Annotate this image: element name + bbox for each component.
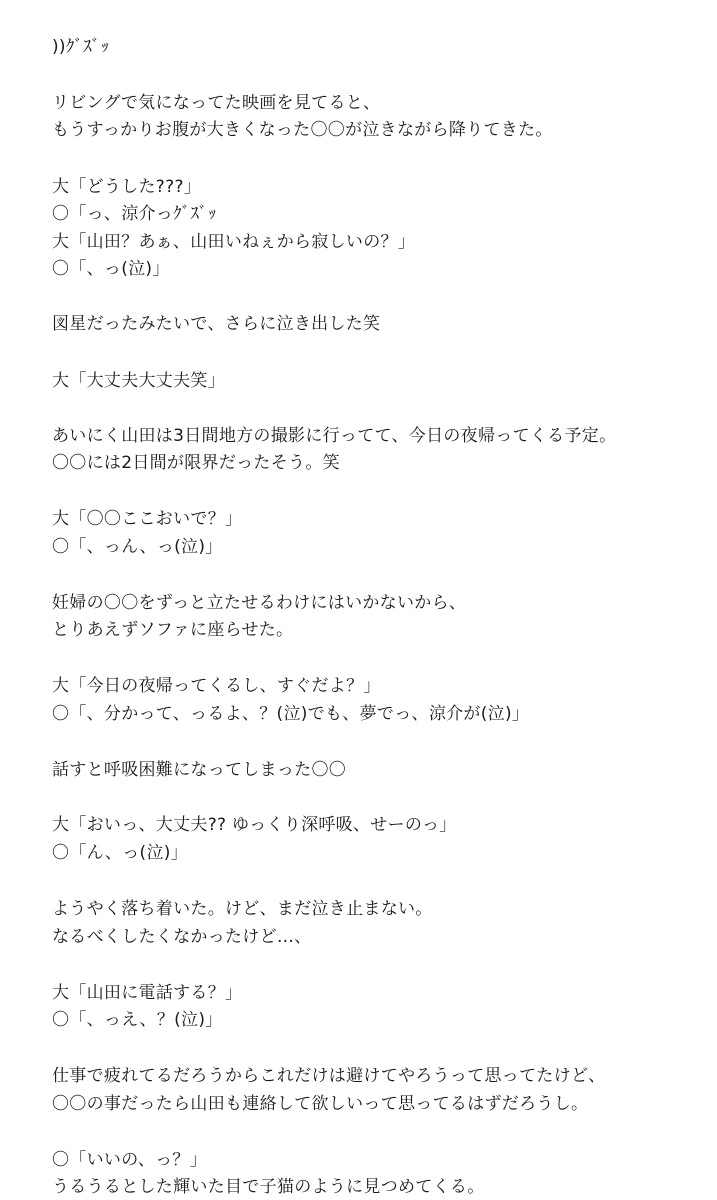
text-line: リビングで気になってた映画を見てると、 (52, 93, 381, 113)
text-line: 〇〇には2日間が限界だったそう。笑 (52, 453, 340, 473)
text-line: 〇「っ、涼介っｸﾞｽﾞｯ (52, 204, 217, 224)
text-line: 図星だったみたいで、さらに泣き出した笑 (52, 314, 381, 334)
text-line: なるべくしたくなかったけど…、 (52, 927, 312, 947)
text-line: 〇「、っん、っ(泣)」 (52, 537, 223, 557)
text-line: あいにく山田は3日間地方の撮影に行ってて、今日の夜帰ってくる予定。 (52, 426, 617, 446)
text-line: うるうるとした輝いた目で子猫のように見つめてくる。 (52, 1177, 485, 1197)
text-line: 大「おいっ、大丈夫?? ゆっくり深呼吸、せーのっ」 (52, 815, 457, 835)
text-line: ようやく落ち着いた。けど、まだ泣き止まない。 (52, 899, 433, 919)
text-line: とりあえずソファに座らせた。 (52, 620, 294, 640)
text-line: 大「山田？あぁ、山田いねぇから寂しいの？」 (52, 232, 416, 252)
text-line: 大「〇〇ここおいで？」 (52, 509, 243, 529)
text-line: もうすっかりお腹が大きくなった〇〇が泣きながら降りてきた。 (52, 120, 553, 140)
text-line: 話すと呼吸困難になってしまった〇〇 (52, 760, 347, 780)
text-line: 大「どうした???」 (52, 177, 202, 197)
text-line: ))ｸﾞｽﾞｯ (52, 37, 110, 57)
text-line: 大「山田に電話する？」 (52, 983, 243, 1003)
text-line: 大「大丈夫大丈夫笑」 (52, 371, 225, 391)
text-line: 妊婦の〇〇をずっと立たせるわけにはいかないから、 (52, 593, 467, 613)
text-line: 〇「、分かって、っるよ、？(泣)でも、夢でっ、涼介が(泣)」 (52, 704, 530, 724)
text-line: 仕事で疲れてるだろうからこれだけは避けてやろうって思ってたけど、 (52, 1066, 606, 1086)
text-line: 〇「、っ(泣)」 (52, 259, 170, 279)
text-line: 〇〇の事だったら山田も連絡して欲しいって思ってるはずだろうし。 (52, 1094, 589, 1114)
text-line: 大「今日の夜帰ってくるし、すぐだよ？」 (52, 676, 381, 696)
text-line: 〇「いいの、っ？」 (52, 1150, 208, 1170)
text-line: 〇「ん、っ(泣)」 (52, 843, 188, 863)
text-line: 〇「、っえ、？(泣)」 (52, 1010, 223, 1030)
